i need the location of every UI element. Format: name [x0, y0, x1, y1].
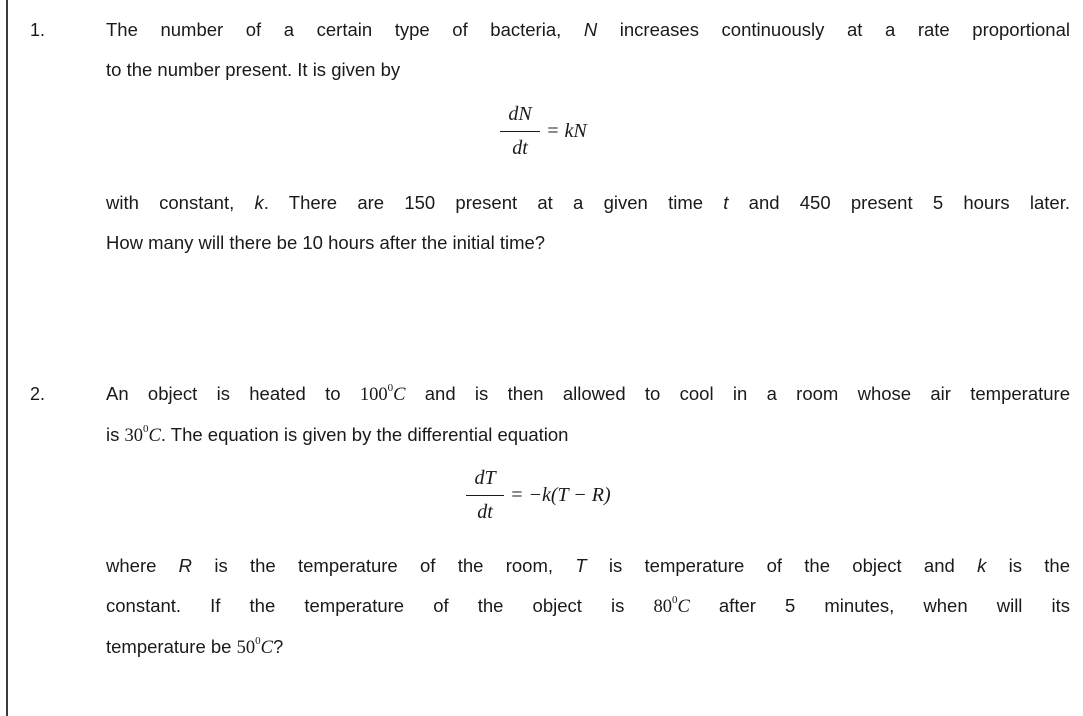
question-1-line-1: The number of a certain type of bacteria, N increases continuously at a rate proportional — [106, 19, 1070, 40]
fraction-denominator: dt — [477, 501, 493, 523]
fraction-denominator: dt — [512, 137, 528, 159]
question-2-number: 2. — [30, 384, 46, 404]
question-1-line-2: to the number present. It is given by — [106, 59, 401, 80]
question-1-fraction — [500, 103, 540, 160]
page-left-border — [6, 0, 8, 716]
question-2-line-4: constant. If the temperature of the object is $80^0C$ after 5 minutes, when will its — [106, 594, 1071, 617]
fraction-bar — [500, 131, 540, 132]
question-1-line-3: with constant, k. There are 150 present at a given time t and 450 present 5 hours later. — [106, 192, 1070, 213]
fraction-numerator: dT — [474, 467, 496, 489]
fraction-numerator: dN — [508, 103, 532, 125]
question-1-text-top — [106, 10, 1070, 90]
question-1-number: 1. — [30, 20, 46, 40]
question-2-text-top — [106, 374, 1070, 456]
question-2-text-bottom — [106, 546, 1070, 668]
question-1-text-bottom — [106, 183, 1070, 263]
fraction-bar — [466, 495, 504, 496]
question-2-line-5: temperature be $50^0C$? — [106, 635, 284, 658]
question-2-line-3: where R is the temperature of the room, T is temperature of the object and k is the — [106, 555, 1070, 576]
question-2-fraction — [466, 467, 504, 524]
question-2-line-1: An object is heated to $100^0C$ and is then allowed to cool in a room whose air temperature — [106, 382, 1070, 405]
question-2-line-2: is $30^0C$. The equation is given by the differential equation — [106, 423, 569, 446]
equation-rhs: = kN — [546, 120, 587, 142]
question-1-line-4: How many will there be 10 hours after the initial time? — [106, 232, 546, 253]
equation-rhs: = −k(T − R) — [510, 484, 611, 506]
